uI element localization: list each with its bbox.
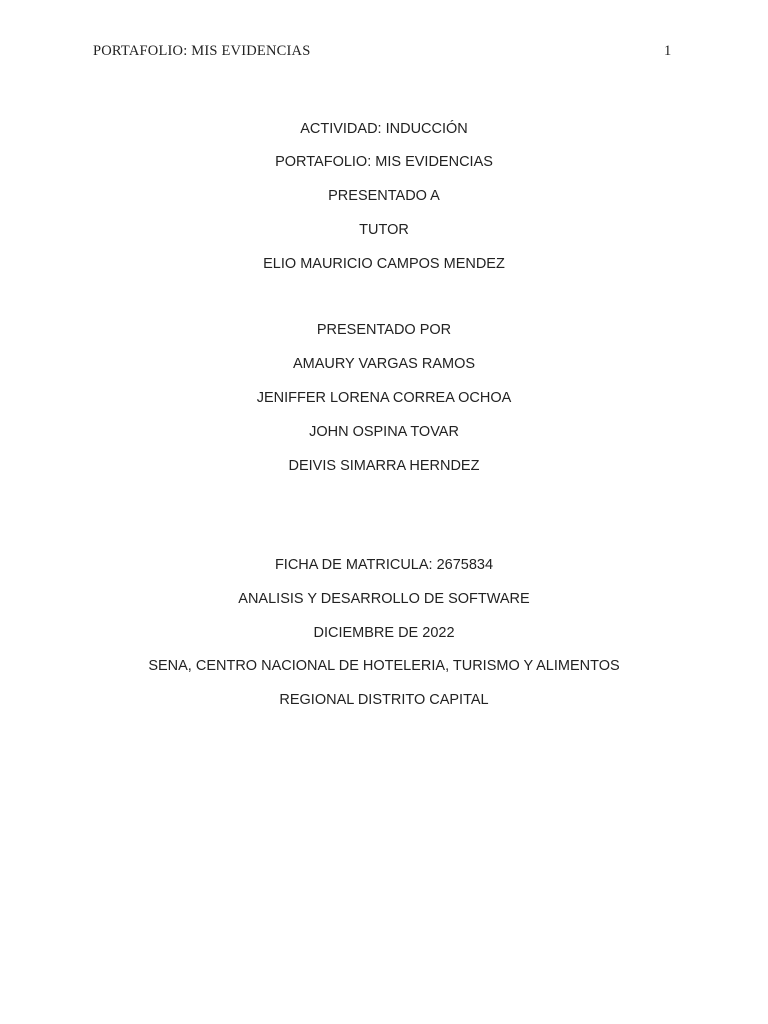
program-name: ANALISIS Y DESARROLLO DE SOFTWARE: [238, 591, 530, 607]
running-header: PORTAFOLIO: MIS EVIDENCIAS: [93, 43, 311, 59]
author-name: DEIVIS SIMARRA HERNDEZ: [288, 458, 480, 474]
institution-name: SENA, CENTRO NACIONAL DE HOTELERIA, TURISMO Y ALIMENTOS: [148, 658, 620, 674]
author-name: JENIFFER LORENA CORREA OCHOA: [256, 390, 512, 406]
portfolio-title: PORTAFOLIO: MIS EVIDENCIAS: [275, 154, 493, 170]
ficha-matricula: FICHA DE MATRICULA: 2675834: [274, 557, 494, 573]
tutor-name: ELIO MAURICIO CAMPOS MENDEZ: [263, 256, 505, 272]
tutor-label: TUTOR: [359, 222, 409, 238]
presented-to-label: PRESENTADO A: [328, 188, 440, 204]
presented-by-label: PRESENTADO POR: [316, 322, 452, 338]
page-number: 1: [664, 43, 672, 59]
activity-line: ACTIVIDAD: INDUCCIÓN: [300, 121, 468, 137]
regional-name: REGIONAL DISTRITO CAPITAL: [279, 692, 489, 708]
author-name: JOHN OSPINA TOVAR: [309, 424, 459, 440]
document-date: DICIEMBRE DE 2022: [313, 625, 455, 641]
author-name: AMAURY VARGAS RAMOS: [292, 356, 476, 372]
